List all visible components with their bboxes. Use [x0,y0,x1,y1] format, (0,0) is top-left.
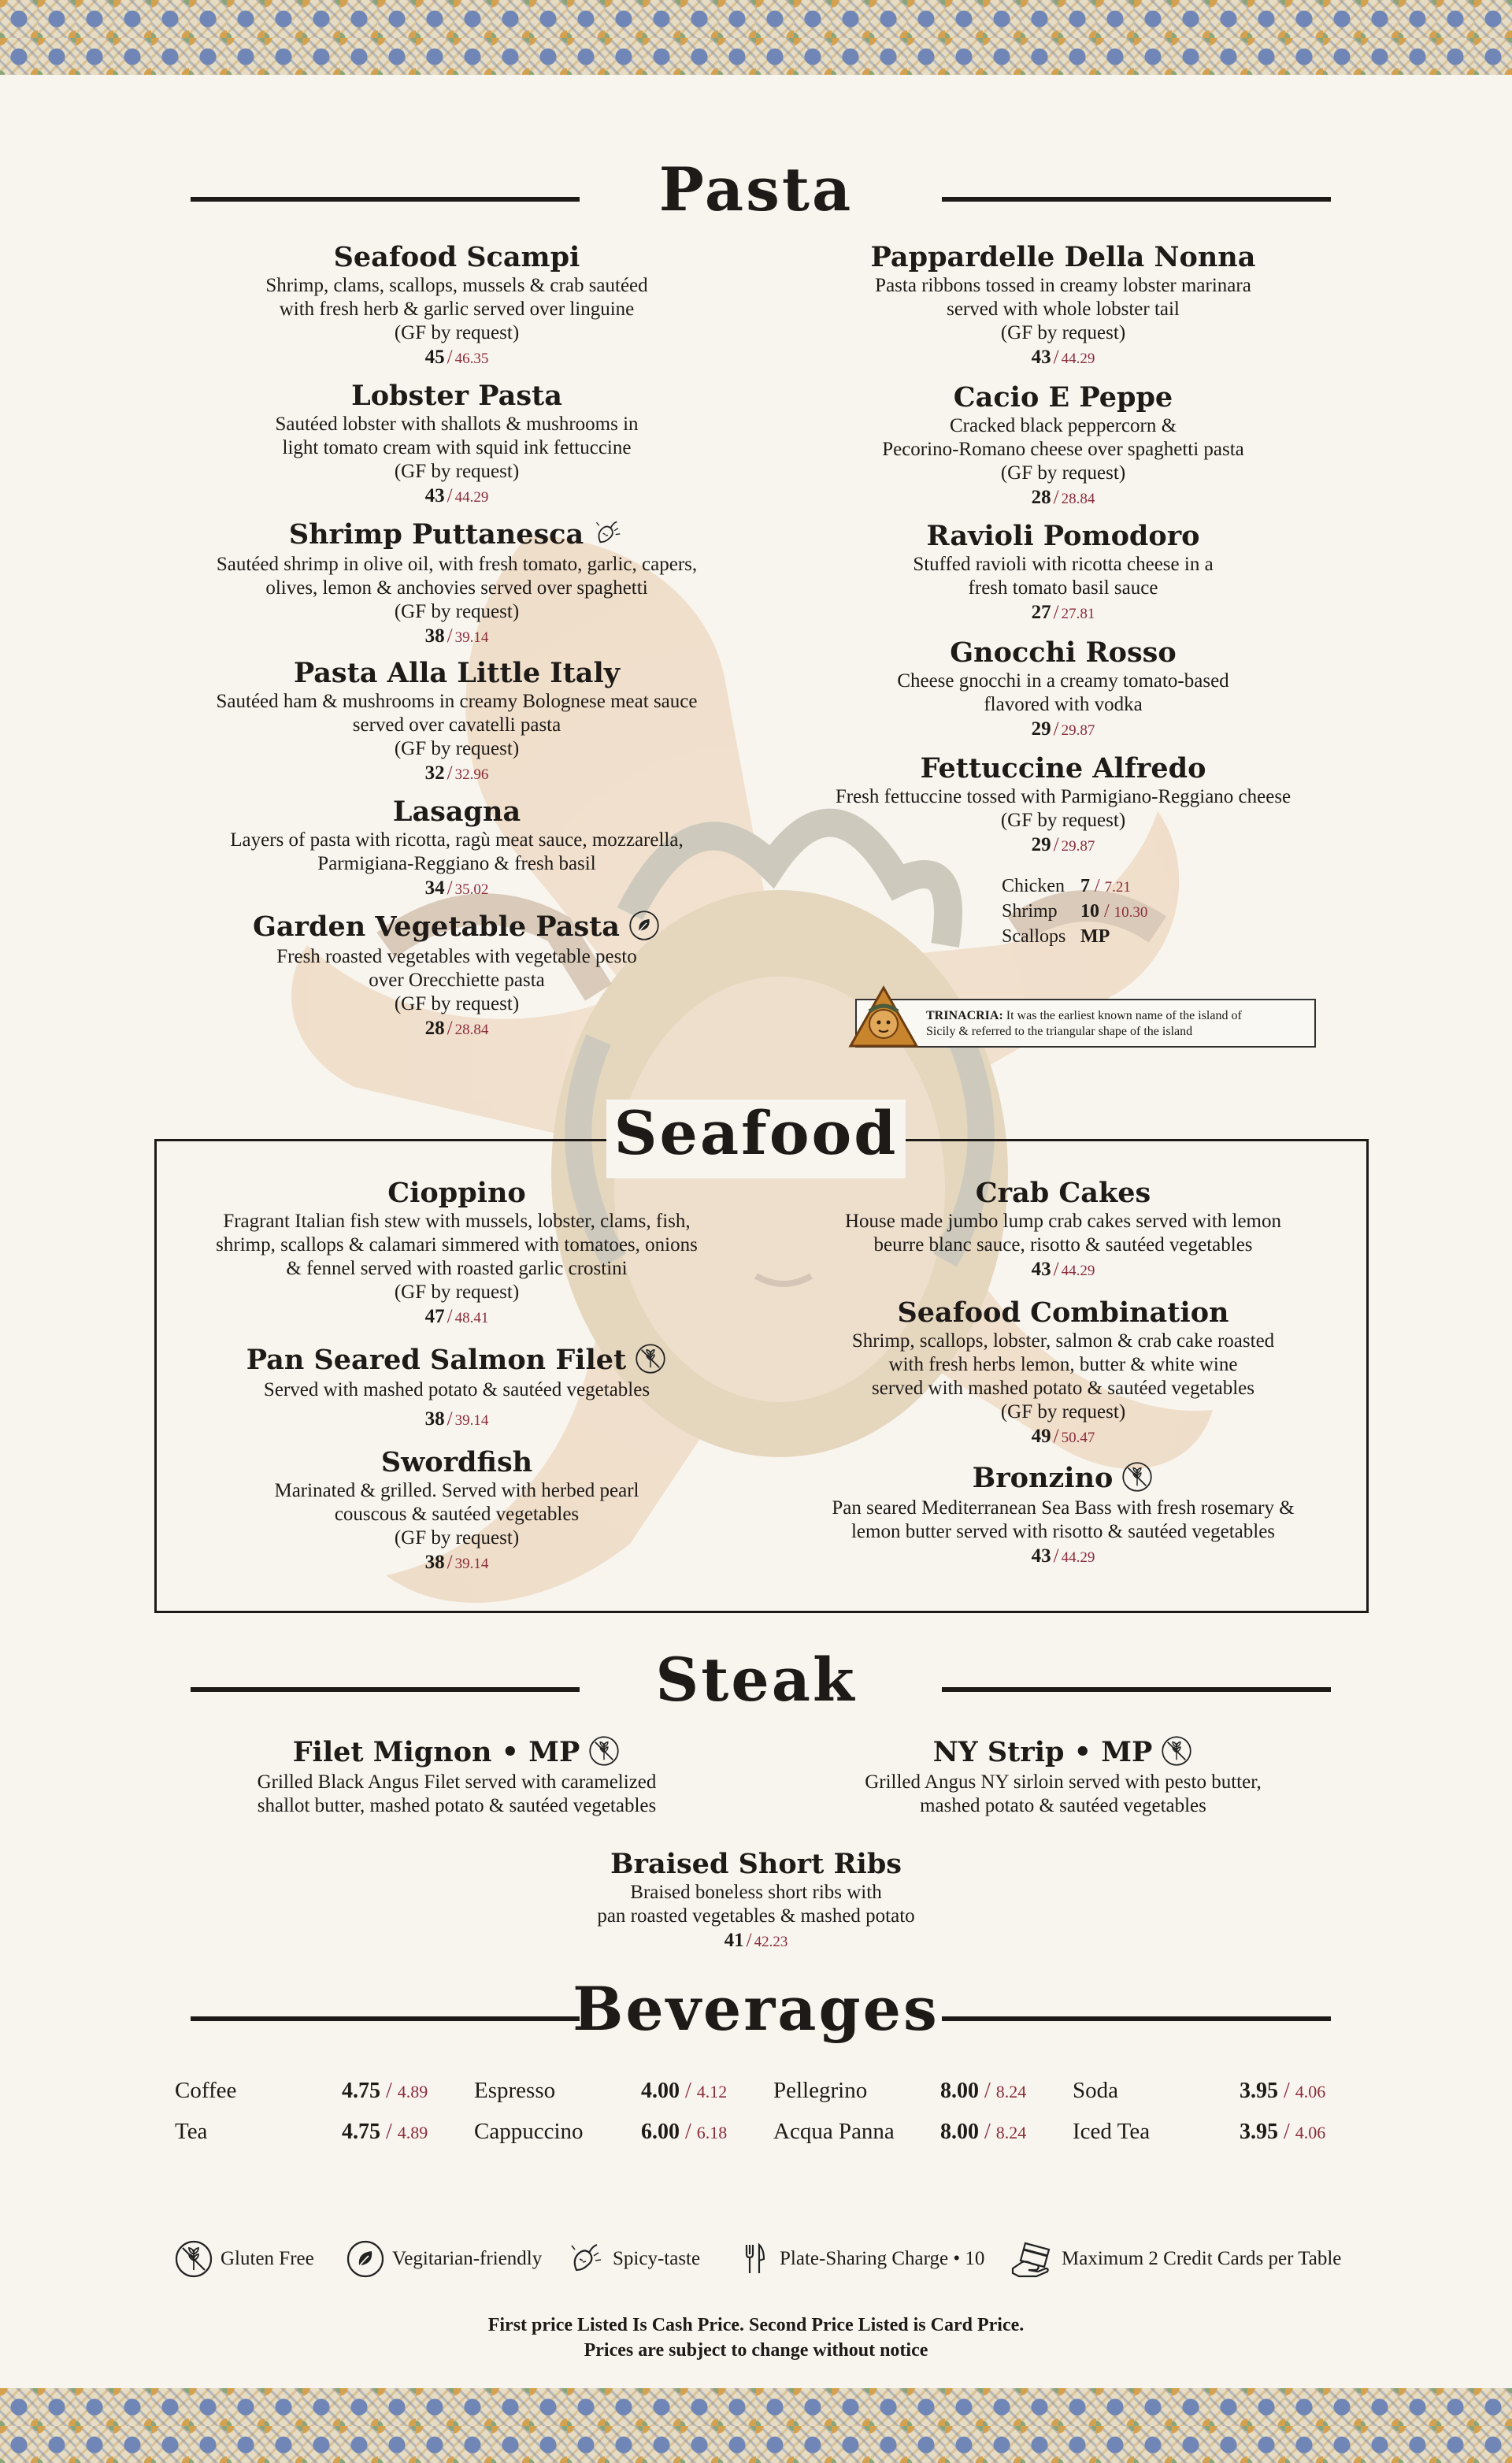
legend-vegetarian [345,2237,542,2281]
item-description: served over cavatelli pasta [352,714,561,736]
beverage-name: Tea [175,2119,208,2144]
leaf-icon [628,909,661,942]
beverage-price: 3.95 / 4.06 [1240,2079,1326,2103]
item-description: Fragrant Italian fish stew with mussels, lobster, clams, fish, [223,1211,691,1232]
item-gf-note: (GF by request) [1000,1401,1126,1423]
card-price: 46.35 [454,351,489,367]
item-description: light tomato cream with squid ink fettuccine [282,437,632,458]
menu-item-bronzino [748,1462,1378,1571]
card-price: 27.81 [1061,606,1095,622]
addon-label: Scallops [1002,926,1066,947]
item-price: 34 / 35.02 [424,877,489,899]
item-price: 47 / 48.41 [424,1306,489,1327]
item-description: Pasta ribbons tossed in creamy lobster marinara [875,275,1251,296]
cash-price: 28 [424,1017,445,1039]
item-gf-note: (GF by request) [1000,810,1126,831]
item-description: & fennel served with roasted garlic crostini [286,1258,628,1279]
menu-item-shrimp-puttanesca [142,518,772,651]
trinacria-icon [846,983,921,1059]
beverage-price: 8.00 / 8.24 [940,2079,1027,2103]
cash-price: 27 [1031,602,1051,623]
beverage-price: 6.00 / 6.18 [641,2120,728,2144]
chili-pepper-icon [565,2239,606,2279]
beverage-price: 4.75 / 4.89 [342,2120,428,2144]
item-description: Marinated & grilled. Served with herbed pearl [274,1480,639,1501]
steak-section-title: Steak [655,1645,857,1715]
cash-price: 38 [424,1552,445,1573]
item-description: Pecorino-Romano cheese over spaghetti pasta [882,439,1244,460]
item-name: Seafood Scampi [333,241,580,273]
item-description: shallot butter, mashed potato & sautéed vegetables [257,1794,657,1816]
menu-item-crab-cakes [748,1177,1378,1284]
item-description: pan roasted vegetables & mashed potato [597,1905,915,1927]
menu-item-ny-strip [748,1736,1378,1818]
item-name-row [748,1736,1378,1771]
cash-price: 4.00 [641,2079,680,2103]
addon-label: Chicken [1002,876,1065,896]
cash-price: 38 [424,625,445,647]
cash-price: 3.95 [1240,2120,1278,2144]
card-price: 4.12 [696,2082,728,2101]
item-price: 28 / 28.84 [424,1017,489,1039]
legend-label: Vegitarian-friendly [392,2248,543,2269]
item-description: shrimp, scallops & calamari simmered with tomatoes, onions [216,1234,698,1256]
seafood-section-title: Seafood [613,1098,899,1168]
pasta-addons [1002,874,1147,948]
menu-item-filet-mignon [142,1736,772,1818]
item-price: 38 / 39.14 [424,1408,489,1430]
chili-pepper-icon [591,517,624,550]
item-name: Cacio E Peppe [953,381,1173,414]
trinacria-text: It was the earliest known name of the island of [1002,1009,1242,1022]
card-price: 6.18 [696,2123,728,2142]
card-price: 48.41 [454,1310,489,1326]
card-price: 44.29 [1061,1263,1095,1279]
cash-price: 43 [1031,1259,1051,1280]
item-description: Shrimp, clams, scallops, mussels & crab sautéed [265,275,648,296]
cash-price: 45 [424,347,445,368]
card-price: 44.29 [1061,351,1095,367]
cash-price: 8.00 [940,2120,979,2144]
cash-price: 10 [1080,901,1099,922]
item-name: Garden Vegetable Pasta [252,911,620,943]
cash-price: 43 [1031,1545,1051,1567]
menu-item-braised-short-ribs [441,1848,1071,1955]
beverage-price: 4.75 / 4.89 [342,2079,428,2103]
beverage-name: Acqua Panna [773,2119,895,2144]
item-gf-note: (GF by request) [1000,322,1126,343]
item-price: 29 / 29.87 [1031,718,1095,740]
beverage-name: Soda [1073,2078,1118,2103]
item-gf-note: (GF by request) [394,1282,520,1303]
card-price: 8.24 [995,2123,1027,2142]
item-description: Cheese gnocchi in a creamy tomato-based [897,670,1229,692]
item-name: Lasagna [392,796,521,828]
menu-item-lasagna [142,796,772,903]
item-name-row [142,1736,772,1771]
item-description: Served with mashed potato & sautéed vegetables [263,1378,650,1400]
tile-border-bottom [0,2388,1512,2463]
addon-label: Shrimp [1002,901,1058,922]
legend-label: Plate-Sharing Charge • 10 [780,2248,985,2269]
menu-item-garden-vegetable-pasta [142,911,772,1043]
cash-price: 7 [1080,876,1090,896]
item-name: Pasta Alla Little Italy [293,657,621,689]
cash-price: 43 [1031,347,1051,368]
item-price: 38 / 39.14 [424,1552,489,1573]
beverage-name: Cappuccino [474,2119,584,2144]
beverage-name: Iced Tea [1073,2119,1151,2144]
item-description: Braised boneless short ribs with [630,1882,882,1903]
item-price: 41 / 42.23 [724,1930,788,1951]
item-name-row [748,1462,1378,1497]
menu-item-pan-seared-salmon-filet [142,1344,772,1434]
cash-price: 3.95 [1240,2079,1278,2103]
item-name: Lobster Pasta [351,380,562,412]
addon-scallops [1002,925,1147,948]
menu-item-ravioli-pomodoro [748,520,1378,627]
trinacria-text: Sicily & referred to the triangular shape of the island [926,1025,1193,1038]
item-description: Parmigiana-Reggiano & fresh basil [317,853,596,874]
item-name: Filet Mignon • MP [292,1736,580,1768]
cash-price: 43 [424,485,445,506]
menu-item-seafood-scampi [142,241,772,372]
card-price: 44.29 [454,489,489,506]
item-description: House made jumbo lump crab cakes served with lemon [844,1211,1282,1232]
card-price: 39.14 [454,1411,489,1429]
item-name: Seafood Combination [897,1296,1229,1329]
item-description: couscous & sautéed vegetables [334,1504,580,1525]
cash-price: 8.00 [940,2079,979,2103]
item-description: with fresh herbs lemon, butter & white wine [888,1354,1238,1375]
card-price: 4.06 [1295,2123,1326,2142]
leaf-icon [345,2239,386,2279]
menu-item-lobster-pasta [142,380,772,510]
item-name: Pappardelle Della Nonna [870,241,1256,273]
item-name-row [142,518,772,553]
legend-label: Gluten Free [220,2248,314,2269]
item-description: over Orecchiette pasta [369,969,545,991]
cash-price: 29 [1031,718,1051,740]
item-name: Cioppino [387,1177,526,1209]
legend-plate-sharing [732,2237,984,2281]
card-price: 28.84 [454,1021,489,1038]
item-description: Fresh roasted vegetables with vegetable pesto [276,945,637,967]
card-price: 50.47 [1061,1430,1095,1446]
cash-price: 49 [1031,1426,1051,1447]
card-price: 39.14 [454,629,489,646]
item-gf-note: (GF by request) [394,600,520,622]
item-gf-note: (GF by request) [394,461,520,482]
legend-label: Maximum 2 Credit Cards per Table [1062,2248,1342,2269]
item-description: mashed potato & sautéed vegetables [920,1794,1206,1816]
item-description: Sautéed lobster with shallots & mushrooms in [275,414,639,435]
item-name-row [142,911,772,945]
item-description: served with mashed potato & sautéed vegetables [872,1378,1254,1399]
menu-item-cacio-e-peppe [748,381,1378,512]
card-price: 39.14 [454,1556,489,1572]
menu-item-swordfish [142,1446,772,1577]
item-price: 45 / 46.35 [424,347,489,368]
beverage-name: Espresso [474,2078,556,2103]
item-gf-note: (GF by request) [394,1527,520,1549]
cash-price: 47 [424,1306,445,1327]
addon-chicken: Chicken 7 / 7.21 [1002,876,1131,896]
legend-credit-cards [1008,2237,1341,2281]
item-description: Stuffed ravioli with ricotta cheese in a [913,554,1214,575]
item-price: 43 / 44.29 [1031,1545,1095,1567]
beverages-section-title: Beverages [573,1974,939,2044]
item-name: Bronzino [972,1462,1114,1494]
menu-item-pappardelle-della-nonna [748,241,1378,372]
item-price: 43 / 44.29 [424,485,489,506]
gluten-free-icon [1160,1734,1193,1767]
item-name: Crab Cakes [975,1177,1151,1209]
pricing-note-line-1: First price Listed Is Cash Price. Second Price Listed is Card Price. [487,2315,1025,2335]
pasta-section-title: Pasta [658,154,854,224]
item-gf-note: (GF by request) [394,992,520,1015]
cash-price: MP [1080,926,1110,947]
card-price: 4.06 [1295,2082,1326,2101]
beverage-price: 8.00 / 8.24 [940,2120,1027,2144]
item-description: Fresh fettuccine tossed with Parmigiano-Reggiano cheese [835,786,1292,807]
item-description: Cracked black peppercorn & [949,415,1177,436]
item-name: Braised Short Ribs [610,1848,902,1880]
cash-price: 4.75 [342,2120,380,2144]
item-name: NY Strip • MP [932,1736,1153,1768]
item-price: 27 / 27.81 [1031,602,1095,623]
item-name: Swordfish [380,1446,533,1478]
card-price: 10.30 [1114,904,1148,921]
cash-price: 32 [424,762,445,784]
gluten-free-icon [634,1342,667,1375]
card-price: 28.84 [1061,491,1095,507]
card-price: 7.21 [1104,879,1131,896]
card-price: 4.89 [397,2082,428,2101]
cash-price: 4.75 [342,2079,380,2103]
card-price: 32.96 [454,766,489,783]
cash-price: 6.00 [641,2120,680,2144]
item-name-row [142,1344,772,1378]
card-price: 35.02 [454,881,489,898]
item-name: Gnocchi Rosso [950,636,1177,669]
item-description: olives, lemon & anchovies served over spaghetti [265,577,648,599]
item-description: with fresh herb & garlic served over linguine [279,299,635,320]
beverage-name: Coffee [175,2078,237,2103]
legend-gluten-free [173,2237,314,2281]
card-price: 4.89 [397,2123,428,2142]
card-price: 44.29 [1061,1549,1095,1566]
icon-legend [0,2237,1512,2281]
beverage-price: 3.95 / 4.06 [1240,2120,1326,2144]
item-price: 49 / 50.47 [1031,1426,1095,1447]
item-description: Sautéed ham & mushrooms in creamy Bolognese meat sauce [216,691,698,712]
item-gf-note: (GF by request) [394,738,520,759]
item-description: Grilled Black Angus Filet served with caramelized [257,1771,657,1793]
item-description: served with whole lobster tail [947,299,1180,320]
item-gf-note: (GF by request) [1000,462,1126,484]
item-description: Sautéed shrimp in olive oil, with fresh tomato, garlic, capers, [216,553,698,575]
beverage-price: 4.00 / 4.12 [641,2079,728,2103]
tile-border-top [0,0,1512,75]
trinacria-label: TRINACRIA: [926,1009,1003,1022]
item-description: Shrimp, scallops, lobster, salmon & crab cake roasted [851,1330,1275,1352]
legend-label: Spicy-taste [613,2248,701,2269]
card-price: 29.87 [1061,838,1095,855]
item-description: Layers of pasta with ricotta, ragù meat sauce, mozzarella, [230,829,684,851]
credit-card-hand-icon [1008,2239,1055,2279]
menu-item-seafood-combination [748,1296,1378,1451]
card-price: 29.87 [1061,722,1095,739]
card-price: 8.24 [995,2082,1027,2101]
menu-item-cioppino [142,1177,772,1331]
item-price: 29 / 29.87 [1031,834,1095,855]
item-description: Grilled Angus NY sirloin served with pesto butter, [865,1771,1262,1793]
cash-price: 38 [424,1408,445,1430]
menu-item-gnocchi-rosso [748,636,1378,744]
item-price: 32 / 32.96 [424,762,489,784]
item-name: Shrimp Puttanesca [288,518,584,551]
fork-knife-icon [732,2239,773,2279]
item-price: 43 / 44.29 [1031,1259,1095,1280]
cash-price: 34 [424,877,445,899]
menu-item-fettuccine-alfredo [748,752,1378,859]
item-description: beurre blanc sauce, risotto & sautéed vegetables [873,1234,1253,1256]
legend-spicy [565,2237,700,2281]
item-gf-note: (GF by request) [394,322,520,343]
item-name: Fettuccine Alfredo [920,752,1206,785]
item-price: 28 / 28.84 [1031,487,1095,508]
gluten-free-icon [173,2239,214,2279]
cash-price: 41 [724,1930,744,1951]
gluten-free-icon [1121,1460,1154,1493]
item-name: Ravioli Pomodoro [926,520,1200,552]
trinacria-note [855,999,1316,1048]
menu-item-pasta-alla-little-italy [142,657,772,788]
item-description: flavored with vodka [984,694,1143,715]
item-description: lemon butter served with risotto & sautéed vegetables [850,1520,1276,1542]
item-price: 38 / 39.14 [424,625,489,647]
gluten-free-icon [587,1734,621,1767]
card-price: 42.23 [754,1934,788,1950]
item-description: fresh tomato basil sauce [968,577,1158,599]
cash-price: 28 [1031,487,1051,508]
beverage-name: Pellegrino [773,2078,868,2103]
item-description: Pan seared Mediterranean Sea Bass with fresh rosemary & [832,1497,1295,1519]
item-name: Pan Seared Salmon Filet [246,1344,627,1376]
item-price: 43 / 44.29 [1031,347,1095,368]
pricing-note-line-2: Prices are subject to change without notice [584,2340,928,2361]
addon-shrimp: Shrimp 10 / 10.30 [1002,901,1148,922]
cash-price: 29 [1031,834,1051,855]
